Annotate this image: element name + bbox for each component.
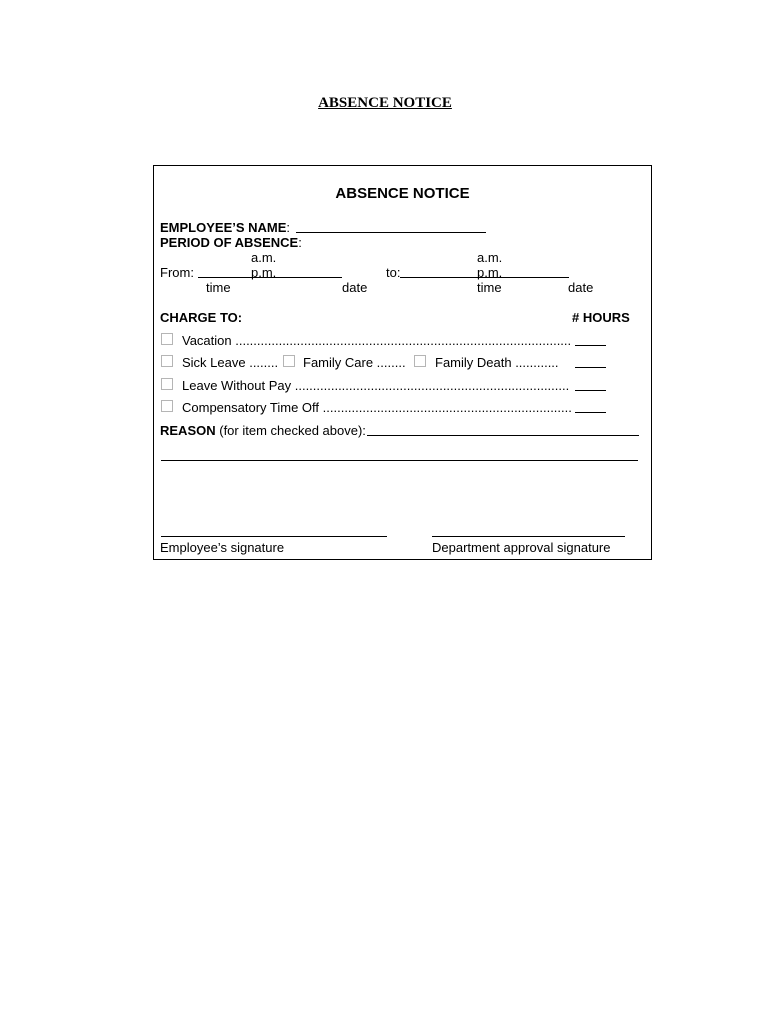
employee-signature-label: Employee’s signature: [160, 540, 285, 555]
employee-name-row: [160, 220, 290, 235]
to-label: to:: [386, 265, 401, 280]
family-death-label: Family Death ............: [435, 355, 559, 370]
reason-label: REASON: [160, 423, 216, 438]
absence-notice-form: [153, 165, 652, 560]
page-title: ABSENCE NOTICE: [318, 95, 452, 111]
department-signature-label: Department approval signature: [432, 540, 611, 555]
to-pm-label: p.m.: [477, 265, 503, 280]
from-date-label: date: [342, 280, 368, 295]
comp-time-label: Compensatory Time Off .....................................................................: [182, 400, 572, 415]
from-pm-label: p.m.: [251, 265, 277, 280]
employee-name-colon: :: [286, 220, 291, 235]
sick-leave-checkbox[interactable]: [161, 355, 173, 367]
department-signature-line[interactable]: [432, 536, 625, 537]
period-of-absence-colon: :: [298, 235, 302, 250]
from-label: From:: [160, 265, 194, 280]
form-heading: ABSENCE NOTICE: [335, 185, 470, 202]
family-death-checkbox[interactable]: [414, 355, 426, 367]
hours-label: # HOURS: [572, 310, 630, 325]
employee-signature-line[interactable]: [161, 536, 387, 537]
reason-field[interactable]: [367, 435, 639, 436]
vacation-checkbox[interactable]: [161, 333, 173, 345]
charge-to-label: CHARGE TO:: [160, 310, 243, 325]
reason-row: [160, 423, 366, 438]
family-care-label: Family Care ........: [303, 355, 406, 370]
to-date-label: date: [568, 280, 594, 295]
leave-without-pay-hours-field[interactable]: [575, 390, 606, 391]
comp-time-hours-field[interactable]: [575, 412, 606, 413]
vacation-hours-field[interactable]: [575, 345, 606, 346]
employee-name-field[interactable]: [296, 232, 486, 233]
sick-leave-label: Sick Leave ........: [182, 355, 279, 370]
reason-sub-label: (for item checked above):: [215, 423, 366, 438]
from-am-label: a.m.: [251, 250, 277, 265]
leave-without-pay-label: Leave Without Pay ............................................................................: [182, 378, 570, 393]
comp-time-checkbox[interactable]: [161, 400, 173, 412]
family-care-checkbox[interactable]: [283, 355, 295, 367]
leave-without-pay-checkbox[interactable]: [161, 378, 173, 390]
vacation-label: Vacation .............................................................................................: [182, 333, 572, 348]
to-time-label: time: [477, 280, 502, 295]
from-time-label: time: [206, 280, 231, 295]
employee-name-label: EMPLOYEE’S NAME: [160, 220, 287, 235]
sick-leave-hours-field[interactable]: [575, 367, 606, 368]
to-am-label: a.m.: [477, 250, 503, 265]
period-of-absence-row: [160, 235, 302, 250]
reason-continuation-line[interactable]: [161, 460, 638, 461]
period-of-absence-label: PERIOD OF ABSENCE: [160, 235, 299, 250]
